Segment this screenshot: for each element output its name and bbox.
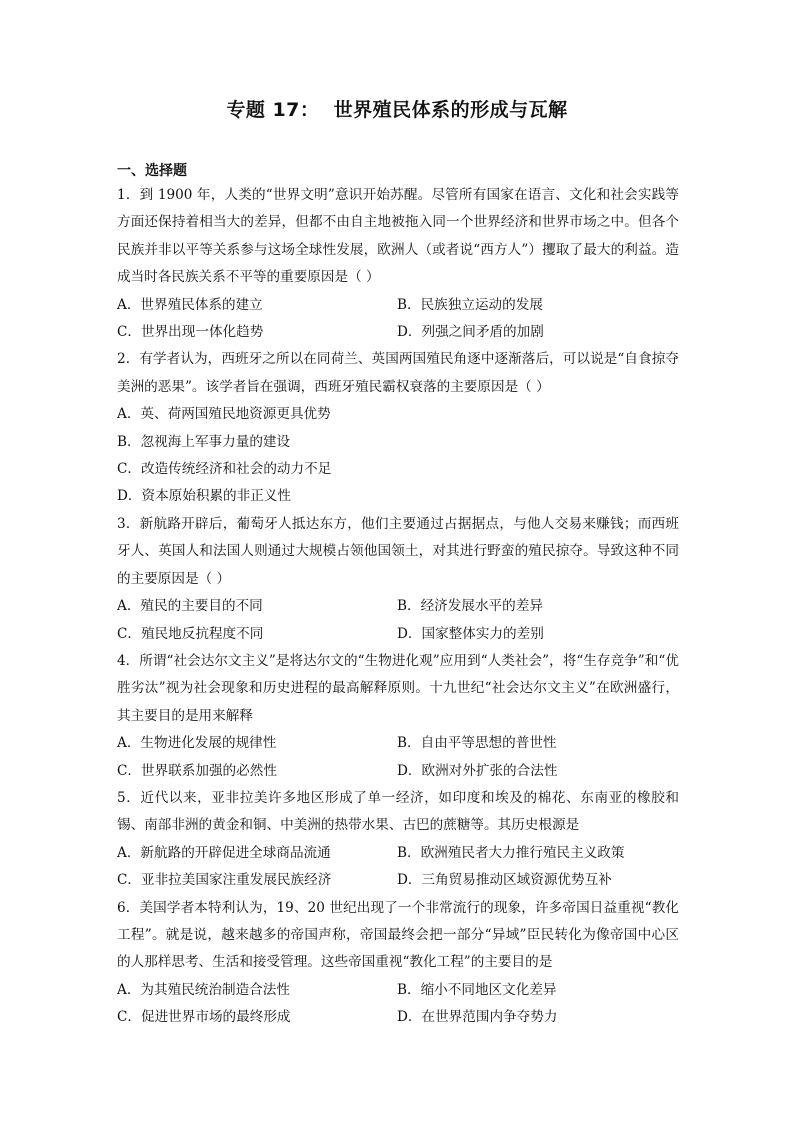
- answer-option: B．民族独立运动的发展: [397, 296, 543, 313]
- question-stem: 5．近代以来，亚非拉美许多地区形成了单一经济，如印度和埃及的棉花、东南亚的橡胶和锡、南部非洲的黄金和铜、中美洲的热带水果、古巴的蔗糖等。其历史根源是: [117, 789, 679, 834]
- answer-option: D．国家整体实力的差别: [397, 625, 544, 642]
- answer-option: D．欧洲对外扩张的合法性: [397, 762, 558, 779]
- answer-options: [117, 730, 679, 785]
- answer-options: [117, 840, 679, 895]
- question-item: [117, 346, 679, 510]
- answer-option: C．促进世界市场的最终形成: [117, 1009, 291, 1026]
- answer-option: D．列强之间矛盾的加剧: [397, 324, 544, 341]
- answer-options: [117, 292, 679, 347]
- answer-option: B．缩小不同地区文化差异: [397, 981, 557, 998]
- question-list: [117, 182, 679, 1032]
- question-stem: 1．到 1900 年，人类的“世界文明”意识开始苏醒。尽管所有国家在语言、文化和社会实践等方面还保持着相当大的差异，但都不由自主地被拖入同一个世界经济和世界市场之中。但各个民族并非以平等关系参与这场全球性发展，欧洲人（或者说“西方人”）攫取了最大的利益。造成当时各民族关系不平等的重要原因是（ ）: [117, 187, 679, 286]
- answer-option: A．新航路的开辟促进全球商品流通: [117, 844, 331, 861]
- question-item: [117, 182, 679, 346]
- document-title: 专题 17： 世界殖民体系的形成与瓦解: [226, 99, 568, 121]
- question-item: [117, 511, 679, 648]
- question-stem: 3．新航路开辟后，葡萄牙人抵达东方，他们主要通过占据据点，与他人交易来赚钱；而西班牙人、英国人和法国人则通过大规模占领他国领土，对其进行野蛮的殖民掠夺。导致这种不同的主要原因是（ ）: [117, 515, 679, 587]
- answer-option: D．三角贸易推动区域资源优势互补: [397, 872, 612, 889]
- answer-option: A．英、荷两国殖民地资源更具优势: [117, 406, 331, 423]
- answer-option: A．生物进化发展的规律性: [117, 735, 277, 752]
- question-stem: 2．有学者认为，西班牙之所以在同荷兰、英国两国殖民角逐中逐渐落后，可以说是“自食掠夺美洲的恶果”。该学者旨在强调，西班牙殖民霸权衰落的主要原因是（ ）: [117, 351, 679, 395]
- question-stem: 6．美国学者本特利认为，19、20 世纪出现了一个非常流行的现象，许多帝国日益重视“教化工程”。就是说，越来越多的帝国声称，帝国最终会把一部分“异域”臣民转化为像帝国中心区的人那样思考、生活和接受管理。这些帝国重视“教化工程”的主要目的是: [117, 899, 679, 971]
- answer-option: A．殖民的主要目的不同: [117, 598, 263, 615]
- answer-option: C．亚非拉美国家注重发展民族经济: [117, 872, 332, 889]
- answer-option: B．忽视海上军事力量的建设: [117, 433, 291, 450]
- answer-options: [117, 593, 679, 648]
- answer-option: A．世界殖民体系的建立: [117, 296, 263, 313]
- answer-options: [117, 977, 679, 1032]
- section-heading: 一、选择题: [117, 163, 187, 179]
- question-item: [117, 895, 679, 1032]
- question-stem: 4．所谓“社会达尔文主义”是将达尔文的“生物进化观”应用到“人类社会”，将“生存竞争”和“优胜劣汰”视为社会现象和历史进程的最高解释原则。十九世纪“社会达尔文主义”在欧洲盛行，其主要目的是用来解释: [117, 652, 679, 724]
- document-content: [117, 160, 679, 1032]
- question-item: [117, 785, 679, 895]
- answer-option: B．欧洲殖民者大力推行殖民主义政策: [397, 844, 625, 861]
- answer-options: [117, 401, 679, 511]
- answer-option: A．为其殖民统治制造合法性: [117, 981, 290, 998]
- answer-option: B．自由平等思想的普世性: [397, 735, 557, 752]
- answer-option: C．世界联系加强的必然性: [117, 762, 277, 779]
- answer-option: C．改造传统经济和社会的动力不足: [117, 461, 332, 478]
- answer-option: D．资本原始积累的非正义性: [117, 488, 292, 505]
- answer-option: D．在世界范围内争夺势力: [397, 1009, 558, 1026]
- question-item: [117, 648, 679, 785]
- answer-option: C．殖民地反抗程度不同: [117, 625, 264, 642]
- answer-option: B．经济发展水平的差异: [397, 598, 543, 615]
- answer-option: C．世界出现一体化趋势: [117, 324, 264, 341]
